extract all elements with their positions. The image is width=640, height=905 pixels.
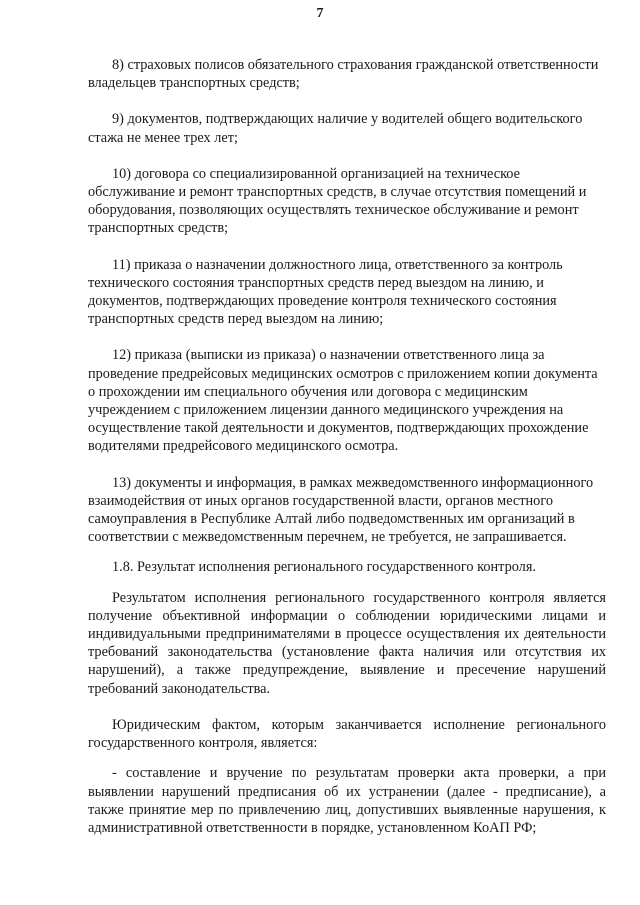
document-body <box>88 56 606 855</box>
section-heading-1-8: 1.8. Результат исполнения регионального государственного контроля. <box>112 559 536 576</box>
paragraph-item-13: 13) документы и информация, в рамках межведомственного информационного взаимодействия от иных органов государственной власти, органов местного самоуправления в Республике Алтай либо подведомственных им организаций в соответствии с межведомственным перечнем, не требуется, не запрашивается. <box>88 474 594 546</box>
paragraph-item-9: 9) документов, подтверждающих наличие у водителей общего водительского стажа не менее трех лет; <box>88 111 583 146</box>
paragraph-item-10: 10) договора со специализированной организацией на техническое обслуживание и ремонт транспортных средств, в случае отсутствия помещений и оборудования, позволяющих осуществлять техническое обслуживание и ремонт транспортных средств; <box>88 165 587 237</box>
paragraph-result: Результатом исполнения регионального государственного контроля является получение объективной информации о соблюдении юридическими лицами и индивидуальными предпринимателями в процессе осуществления их деятельности требований законодательства (установление факта наличия или отсутствия их нарушений), а также предупреждение, выявление и пресечение нарушений требований законодательства. <box>88 589 606 697</box>
paragraph-item-11: 11) приказа о назначении должностного лица, ответственного за контроль технического состояния транспортных средств перед выездом на линию, и документов, подтверждающих проведение контроля технического состояния транспортных средств перед выездом на линию; <box>88 256 563 328</box>
list-item-act: - составление и вручение по результатам проверки акта проверки, а при выявлении нарушений предписания об их устранении (далее - предписание), а также принятие мер по привлечению лиц, допустивших выявленные нарушения, к административной ответственности в порядке, установленном КоАП РФ; <box>88 765 606 836</box>
paragraph-legal-fact: Юридическим фактом, которым заканчивается исполнение регионального государственного контроля, является: <box>88 716 606 752</box>
page-number: 7 <box>316 6 324 21</box>
paragraph-item-8: 8) страховых полисов обязательного страхования гражданской ответственности владельцев транспортных средств; <box>88 57 599 92</box>
paragraph-item-12: 12) приказа (выписки из приказа) о назначении ответственного лица за проведение предрейсовых медицинских осмотров с приложением копии документа о прохождении им специального обучения или договора с медицинским учреждением с приложением лицензии данного медицинского учреждения на осуществление такой деятельности и документов, подтверждающих прохождение водителями предрейсового медицинского осмотра. <box>88 347 598 455</box>
